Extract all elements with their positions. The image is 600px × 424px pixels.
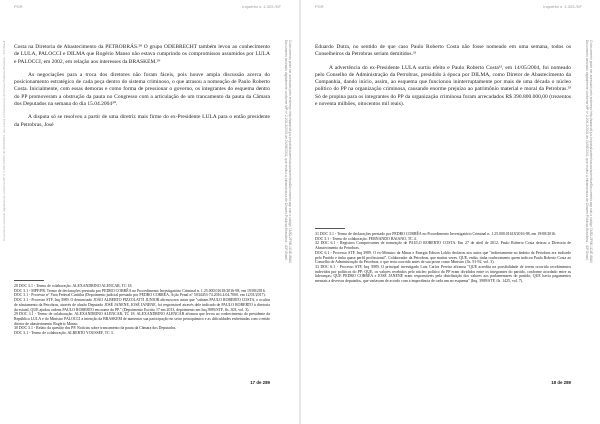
- footnote: DOC 3.1 - Termo de colaboração. ALBERTO YOUSSEF, TC 3.: [14, 331, 114, 336]
- footnote: DOC 3.1 - MPF/PR. Termo de declarações prestado por PEDRO CORRÊA no Procedimento Investigatório Criminal n. 1.25.000.01618/2016-98, em 19/08/2016.: [14, 288, 266, 293]
- footnote-divider: [315, 228, 345, 229]
- header-court: PGR: [14, 4, 23, 9]
- signature-margin-text: Documento assinado digitalmente conforme MP nº 2.200-2/2001 de 24/08/2001, que institui a Infraestrutura de Chaves Públicas Brasileira - ICP-Brasil. O documento pode ser acessado pelo endereço http://www.stf.jus.br/portal/autenticacao/autenticarDocumento.asp sob o código 7A5D-2F9B-1C4E-88A0: [284, 40, 292, 264]
- page-left: [0, 0, 299, 424]
- footnote: DOC 3.1 - Processo STF, Inq 3989. O denunciado JOÃO ALBERTO PIZZOLATTI JUNIOR afirmou nos autos que "sabiam PAULO ROBERTO COSTA, o ocultar de afastamento da Petrobras, através de alusão Deputado JOSÉ JANENE, JOSÉ JANENE, foi responsável através dele indicado de PAULO ROBERTO à diretoria da estatal, QUE ajudou ordens PAULO ROBERTO em nome do PP." (Depoimento Escrito 17 em 2013, depoimento em Inq 3989/STF, fls. 303, vol. 3).: [14, 298, 270, 312]
- footnotes: [315, 232, 571, 284]
- header-reference: Inquérito n. 4.325 /DF: [543, 4, 582, 9]
- body-text: [315, 44, 571, 114]
- binding-margin-text: Documento assinado digitalmente conforme MP nº 2.200-2/2001 de 24/08/2001, que institui a Infraestrutura de Chaves Públicas Brasileira - ICP-Brasil.: [2, 40, 6, 241]
- footnotes: [14, 284, 270, 336]
- paragraph: A disputa só se resolveu a partir de uma diretriz mais firme do ex-Presidente LULA para o então presidente da Petrobras, José: [14, 114, 270, 128]
- footnote: 28 DOC 3.1 - Termo de colaboração. ALEXANDRINO ALENCAR, TC 18.: [14, 284, 133, 288]
- footnote: 29 DOC 3.1 - Termo de colaboração. ALEXANDRINO ALENCAR, TC 18. ALEXANDRINO ALENCAR afirmou que levou ao conhecimento do presidente da República LULA e do Ministro PALOCCI a intenção da BRASKEM de aumentar sua participação no setor petroquímico e as dificuldades enfrentadas com o então diretor de abastecimento Rogério Manso.: [14, 312, 270, 326]
- header-court: PGR: [315, 4, 324, 9]
- footnote: DOC 3.1 - Termo de colaboração. FERNANDO BAIANO, TC 4.: [315, 236, 417, 241]
- page-number: 18 de 289: [551, 380, 571, 385]
- body-text: [14, 44, 270, 135]
- page-header: [14, 4, 281, 9]
- paragraph: As negociações para a troca dos diretores não foram fáceis, pois houve ampla discussão acerca do posicionamento estratégico de cada peça dentro do sistema criminoso, o que atrasou a nomeação de Paulo Roberto Costa. Inicialmente, com essas demoras e como forma de pressionar o governo, os integrantes do esquema dentro do PP promoveram a obstrução da pauta no Congresso com a articulação de um trancamento da pauta da Câmara dos Deputados na semana do dia 15.04.2004³⁰.: [14, 71, 270, 108]
- footnote-divider: [14, 280, 44, 281]
- paragraph: A advertência do ex-Presidente LULA surtiu efeito e Paulo Roberto Costa³², em 14/05/2004, foi nomeado pelo Conselho de Administração da Petrobras, presidido à época por DILMA, como Diretor de Abastecimento da Companhia, dando início, assim, ao esquema que funcionou ininterruptamente por mais de uma década o núcleo político do PP na organização criminosa, causando enorme prejuízo ao patrimônio material e moral da Petrobras.³³ Só de propina para os integrantes do PP da organização criminosa foram arrecadados R$ 390.800.000,00 (trezentos e noventa milhões, oitocentos mil reais).: [315, 64, 571, 108]
- footnote: DOC 6.1 - Processo STF, Inq 3989. O ex-Ministro da Minas e Energia Edison Lobão declarou nos autos que "indiretamente no âmbito da Petrobras era indicado pelo Partido e tinha quase perfil profissional". Colaborador da Petrobras, que muitas vezes. QUE, então, tinha conhecimento quem indicou Paulo Roberto Costa ao Conselho de Administração da Petrobras, o que teria ocorrido antes de sua posse como Ministro (fls. 91-92, vol. 3).: [315, 250, 571, 265]
- signature-margin-text: Documento assinado digitalmente conforme MP nº 2.200-2/2001 de 24/08/2001, que institui a Infraestrutura de Chaves Públicas Brasileira - ICP-Brasil. O documento pode ser acessado pelo endereço http://www.stf.jus.br/portal/autenticacao/autenticarDocumento.asp sob o código 7A5D-2F9B-1C4E-88A0: [585, 40, 593, 264]
- footnote: 30 DOC 3.1 - Relato da questão dos PP. Notícias sobre trancamento da pauta da Câmara dos Deputados.: [14, 326, 177, 331]
- page-number: 17 de 289: [250, 380, 270, 385]
- header-reference: Inquérito n. 4.325 /DF: [242, 4, 281, 9]
- footnote: 33 DOC 6.1 - Processo STF, Inq 3989. O principal investigado Luiz Carlos Pereira afirmou "QUE acredita na possibilidade de terem ocorrido recebimentos indevidos por políticos do PP; QUE, os valores recebidos pelo núcleo político do PP eram divididos entre os integrantes do partido, conforme acordado entre as lideranças; QUE PEDRO CORRÊA e JOSÉ JANENE eram responsáveis pela distribuição dos valores aos parlamentares do partido; QUE havia pagamentos mensais a diversos deputados, que variavam de acordo com a importância de cada um no esquema" (Inq. 3989/STF, fls. 1425, vol. 7).: [315, 264, 571, 284]
- page-header: [315, 4, 582, 9]
- paragraph: Costa na Diretoria de Abastecimento da PETROBRÁS.²⁸ O grupo ODEBRECHT também levou ao conhecimento de LULA, PALOCCI e DILMA que Rogério Manso não estava cumprindo os compromissos assumidos por LULA e PALOCCI, em 2002, em relação aos interesses da BRASKEM.²⁹: [14, 44, 270, 65]
- footnote: 31 DOC 3.1 - Termo de declarações prestado por PEDRO CORRÊA no Procedimento Investigatório Criminal n. 1.25.000.01618/2016-98, em 19/08/2016.: [315, 232, 556, 236]
- paragraph: Eduardo Dutra, no sentido de que caso Paulo Roberto Costa não fosse nomeado em uma semana, todos os Conselheiros da Petrobras seriam demitidos.³¹: [315, 44, 571, 58]
- footnote: DOC 3.1 - Processo n° Vara Federal Curitiba (Depoimento judicial prestado por PEDRO CORRÊA, Ação Penal n° 5034453-74.2016.4.04.7000, em 12/01/2017).: [14, 293, 266, 298]
- footnote: 32 DOC 6.1 - Registros Comprovantes de nomeação de PAULO ROBERTO COSTA. Em 27 de abril de 2012, Paulo Roberto Costa deixou a Diretoria de Abastecimento da Petrobras.: [315, 241, 571, 251]
- page-right: [301, 0, 600, 424]
